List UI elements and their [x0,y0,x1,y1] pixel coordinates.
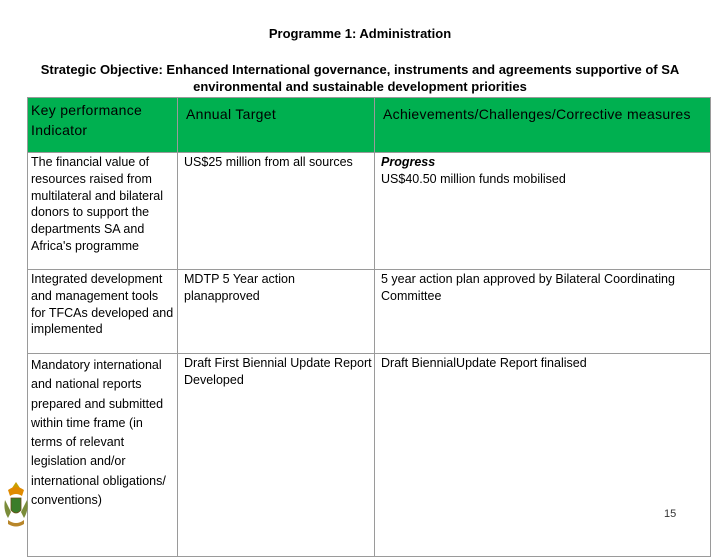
achievement-cell [375,153,711,270]
kpi-cell: Integrated development and management tools for TFCAs developed and implemented [28,270,178,354]
achievement-text: US$40.50 million funds mobilised [381,171,566,186]
achievement-cell: Draft BiennialUpdate Report finalised [375,354,711,557]
achievement-cell: 5 year action plan approved by Bilateral Coordinating Committee [375,270,711,354]
target-cell: US$25 million from all sources [178,153,375,270]
page-number: 15 [664,508,677,520]
table-header-row [28,98,711,153]
table-row [28,354,711,557]
table-row [28,153,711,270]
header-annual-target: Annual Target [178,98,375,153]
header-kpi: Key performance Indicator [28,98,178,153]
strategic-objective: Strategic Objective: Enhanced International governance, instruments and agreements supportive of SA environmental and sustainable development priorities [40,62,680,94]
header-achievements: Achievements/Challenges/Corrective measures [375,98,711,153]
target-cell: Draft First Biennial Update Report Developed [178,354,375,557]
table-row [28,270,711,354]
target-cell: MDTP 5 Year action planapproved [178,270,375,354]
kpi-cell: The financial value of resources raised from multilateral and bilateral donors to support the departments SA and Africa's programme [28,153,178,270]
performance-table [27,97,711,557]
kpi-cell: Mandatory international and national reports prepared and submitted within time frame (in terms of relevant legislation and/or international obligations/ conventions) [28,354,178,557]
page-title: Programme 1: Administration [268,26,452,41]
progress-label: Progress [381,155,436,169]
coat-of-arms-icon [2,478,30,530]
